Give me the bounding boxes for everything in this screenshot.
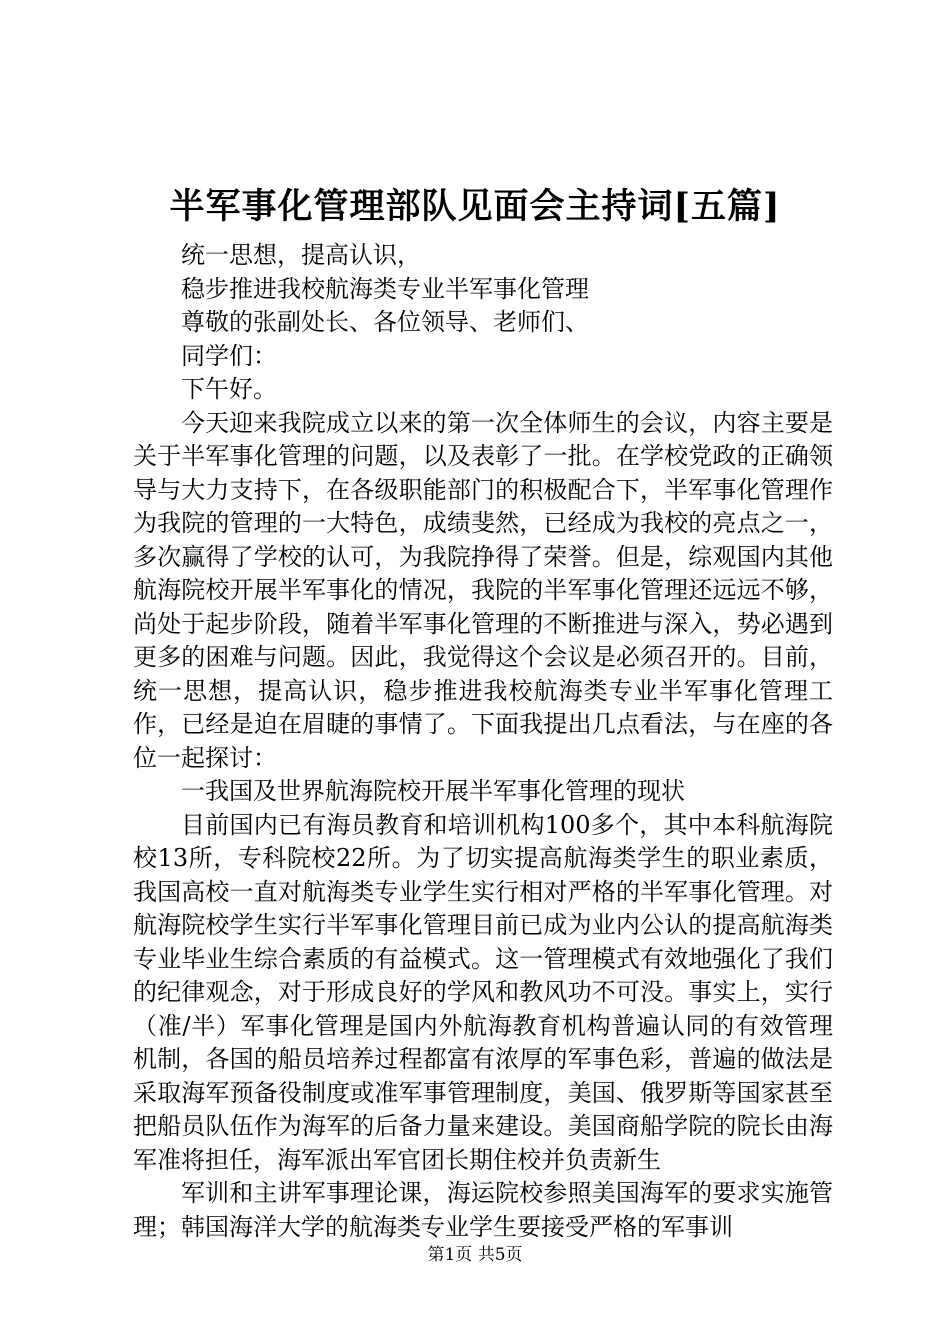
document-body xyxy=(133,239,833,1244)
section-heading: 一我国及世界航海院校开展半军事化管理的现状 xyxy=(181,777,685,805)
header-line: 尊敬的张副处长、各位领导、老师们、 xyxy=(181,308,589,336)
header-line: 下午好。 xyxy=(181,375,277,403)
body-paragraph: 军训和主讲军事理论课，海运院校参照美国海军的要求实施管理；韩国海洋大学的航海类专业学生要接受严格的军事训 xyxy=(133,1179,833,1241)
header-line: 同学们： xyxy=(181,341,277,370)
header-line: 统一思想，提高认识， xyxy=(181,241,421,269)
document-title: 半军事化管理部队见面会主持词[五篇] xyxy=(169,186,781,227)
page-number-footer: 第1页 共5页 xyxy=(427,1245,523,1265)
body-paragraph: 目前国内已有海员教育和培训机构100多个，其中本科航海院校13所，专科院校22所。为了切实提高航海类学生的职业素质，我国高校一直对航海类专业学生实行相对严格的半军事化管理。对航海院校学生实行半军事化管理目前已成为业内公认的提高航海类专业毕业生综合素质的有益模式。这一管理模式有效地强化了我们的纪律观念，对于形成良好的学风和教风功不可没。事实上，实行（准/半）军事化管理是国内外航海教育机构普遍认同的有效管理机制，各国的船员培养过程都富有浓厚的军事色彩，普遍的做法是采取海军预备役制度或准军事管理制度，美国、俄罗斯等国家甚至把船员队伍作为海军的后备力量来建设。美国商船学院的院长由海军准将担任，海军派出军官团长期住校并负责新生 xyxy=(133,810,833,1174)
header-line: 稳步推进我校航海类专业半军事化管理 xyxy=(181,274,589,303)
body-paragraph: 今天迎来我院成立以来的第一次全体师生的会议，内容主要是关于半军事化管理的问题，以及表彰了一批。在学校党政的正确领导与大力支持下，在各级职能部门的积极配合下，半军事化管理作为我院的管理的一大特色，成绩斐然，已经成为我校的亮点之一，多次赢得了学校的认可，为我院挣得了荣誉。但是，综观国内其他航海院校开展半军事化的情况，我院的半军事化管理还远远不够，尚处于起步阶段，随着半军事化管理的不断推进与深入，势必遇到更多的困难与问题。因此，我觉得这个会议是必须召开的。目前，统一思想，提高认识，稳步推进我校航海类专业半军事化管理工作，已经是迫在眉睫的事情了。下面我提出几点看法，与在座的各位一起探讨： xyxy=(133,408,833,772)
